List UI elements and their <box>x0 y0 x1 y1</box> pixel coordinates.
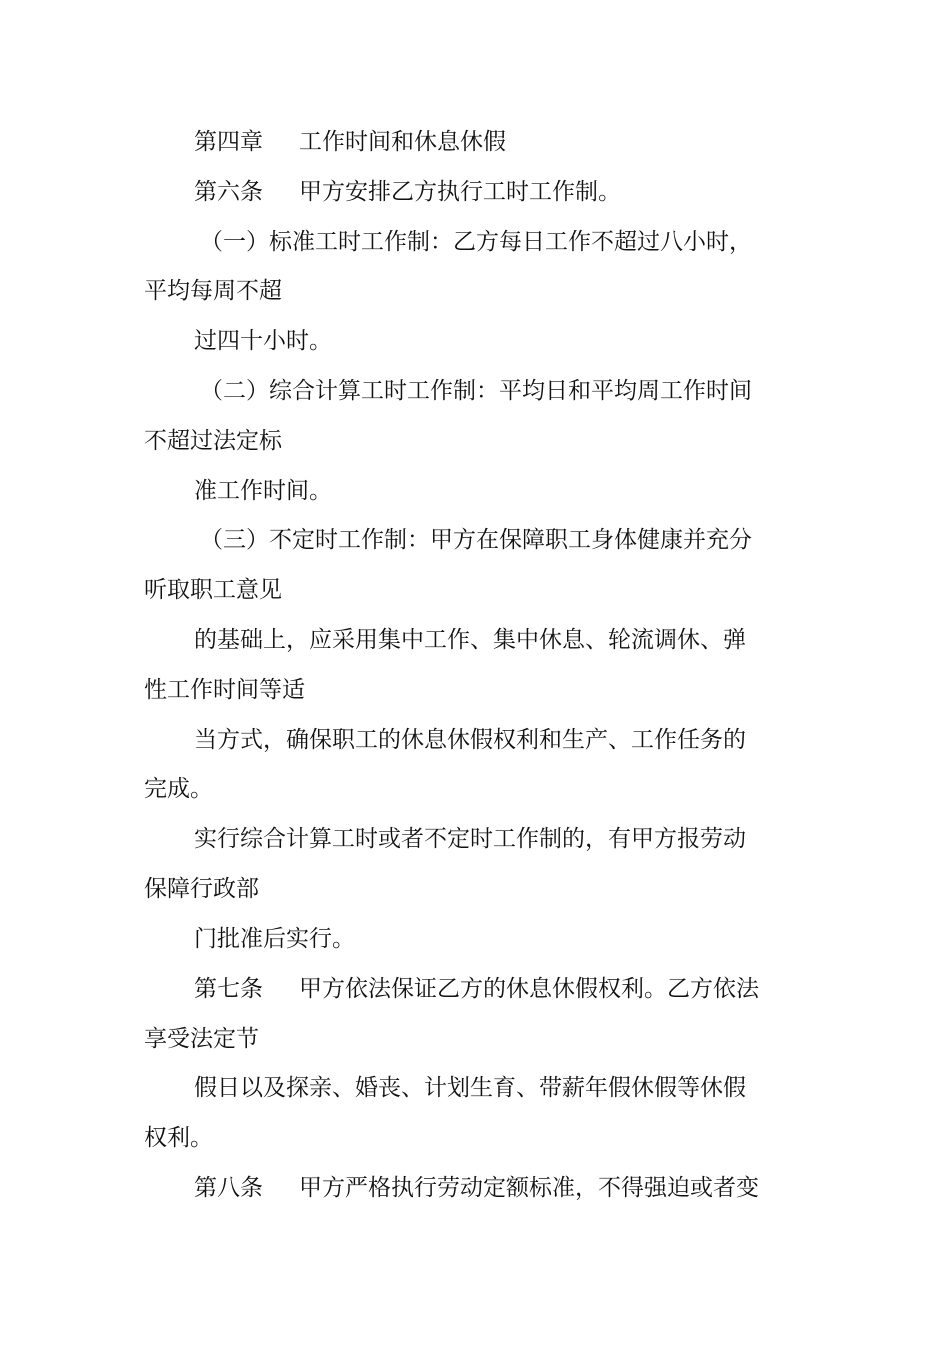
chapter-heading <box>194 127 506 157</box>
article-7-label: 第七条 <box>194 976 263 1002</box>
text-line: 完成。 <box>144 776 213 802</box>
text-line: 权利。 <box>144 1125 213 1151</box>
text-line: 听取职工意见 <box>144 577 282 603</box>
text-line: （二）综合计算工时工作制：平均日和平均周工作时间 <box>200 378 752 404</box>
article-6-heading <box>194 177 621 207</box>
article-8-label: 第八条 <box>194 1175 263 1201</box>
article-8-heading <box>194 1173 759 1203</box>
text-line: 假日以及探亲、婚丧、计划生育、带薪年假休假等休假 <box>194 1075 746 1101</box>
article-7-heading <box>194 974 759 1004</box>
text-line: 当方式，确保职工的休息休假权利和生产、工作任务的 <box>194 727 746 753</box>
article-7-text: 甲方依法保证乙方的休息休假权利。乙方依法 <box>299 976 759 1002</box>
text-line: （一）标准工时工作制：乙方每日工作不超过八小时， <box>200 229 752 255</box>
chapter-label: 第四章 <box>194 129 263 155</box>
text-line: 性工作时间等适 <box>144 677 305 703</box>
chapter-title: 工作时间和休息休假 <box>299 129 506 155</box>
text-line: 享受法定节 <box>144 1026 259 1052</box>
text-line: 保障行政部 <box>144 876 259 902</box>
text-line: 平均每周不超 <box>144 278 282 304</box>
text-line: 的基础上，应采用集中工作、集中休息、轮流调休、弹 <box>194 627 746 653</box>
text-line: 过四十小时。 <box>194 328 332 354</box>
text-line: 门批准后实行。 <box>194 926 355 952</box>
text-line: （三）不定时工作制：甲方在保障职工身体健康并充分 <box>200 527 752 553</box>
text-line: 实行综合计算工时或者不定时工作制的，有甲方报劳动 <box>194 826 746 852</box>
article-6-label: 第六条 <box>194 179 263 205</box>
article-6-text: 甲方安排乙方执行工时工作制。 <box>299 179 621 205</box>
article-8-text: 甲方严格执行劳动定额标准，不得强迫或者变 <box>299 1175 759 1201</box>
text-line: 准工作时间。 <box>194 478 332 504</box>
text-line: 不超过法定标 <box>144 428 282 454</box>
